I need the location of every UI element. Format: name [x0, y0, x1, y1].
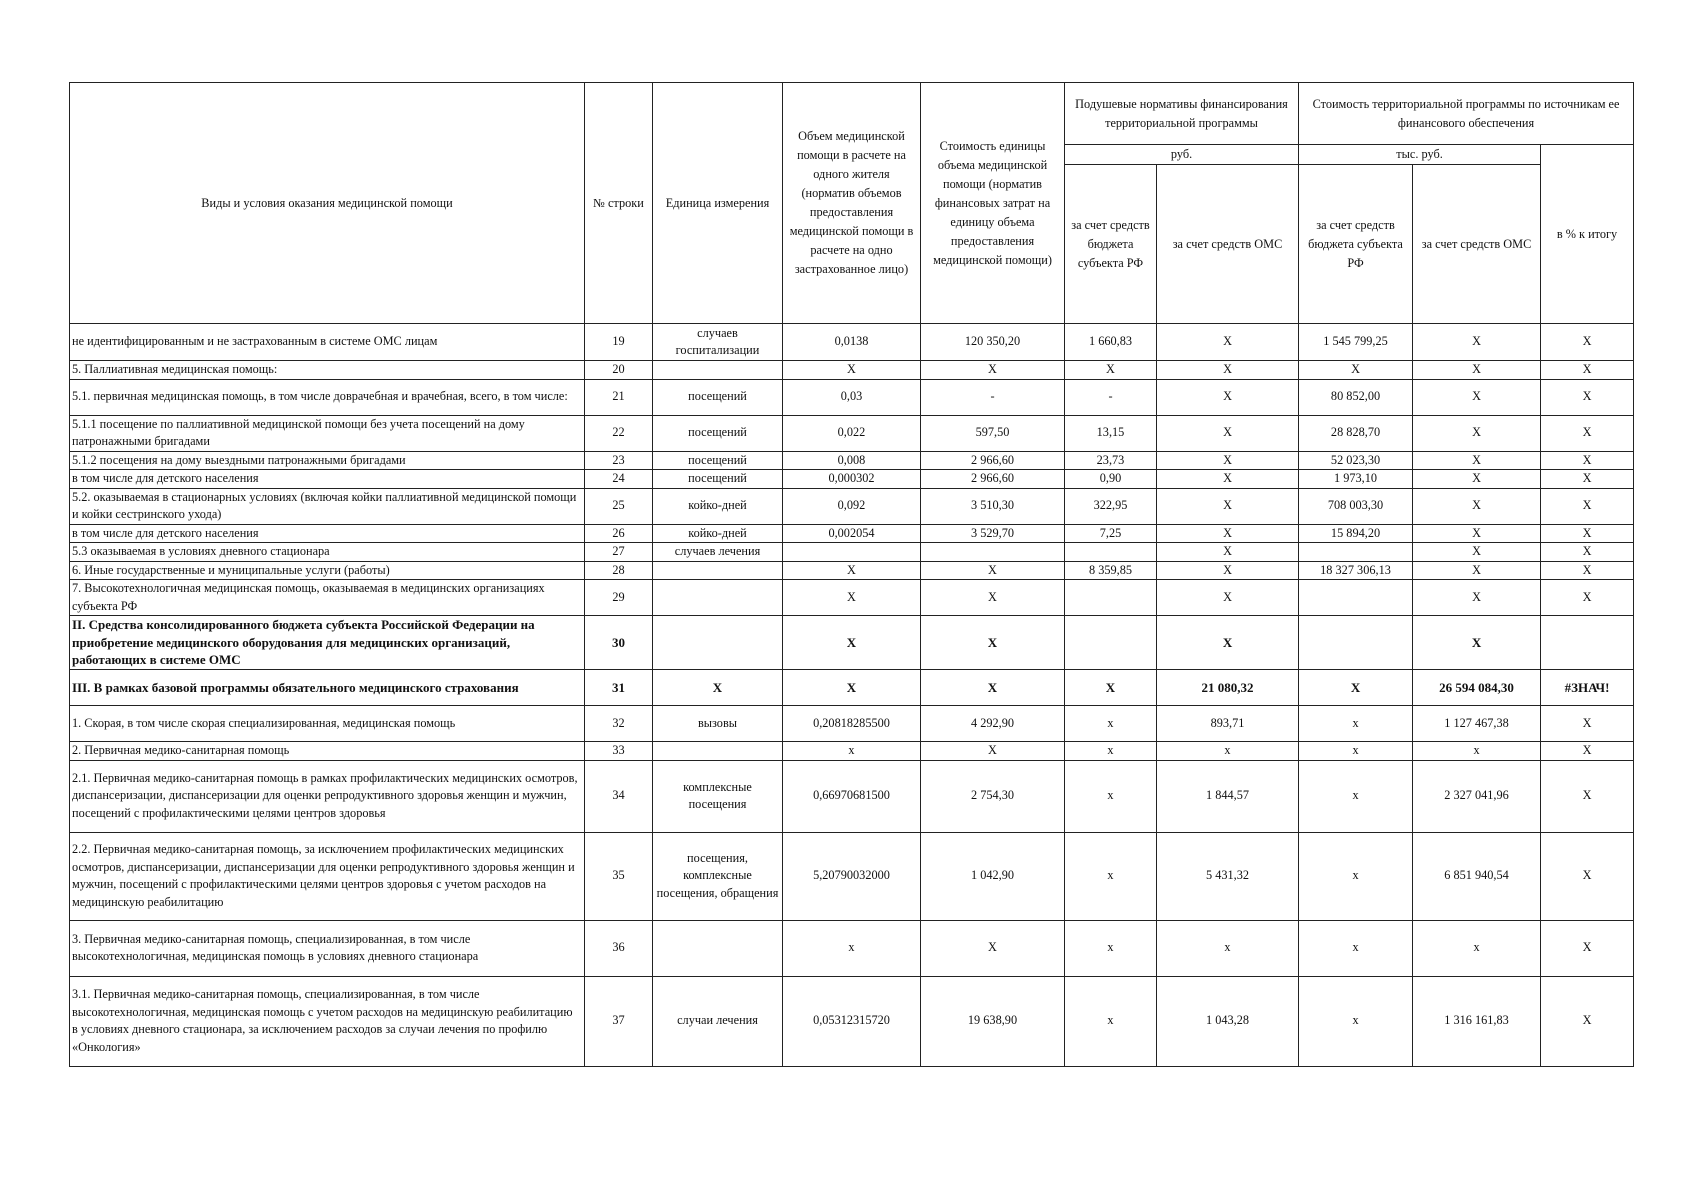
- row-number: 32: [585, 706, 653, 742]
- row-name: 2.2. Первичная медико-санитарная помощь, за исключением профилактических медицинских осмотров, диспансеризации, диспансеризации для оценки репродуктивного здоровья женщин и мужчин, посещений с профилактическими целями центров здоровья с учетом расходов на медицинскую реабилитацию: [70, 832, 585, 920]
- row-volume: 0,05312315720: [783, 976, 921, 1066]
- row-unit: посещений: [653, 470, 783, 489]
- row-unit-cost: -: [921, 379, 1065, 415]
- row-unit-cost: X: [921, 561, 1065, 580]
- row-cost-pct: X: [1541, 976, 1634, 1066]
- header-unit: Единица измерения: [653, 83, 783, 324]
- table-row: [70, 451, 1634, 470]
- row-volume: 0,022: [783, 415, 921, 451]
- header-cost: Стоимость единицы объема медицинской помощи (норматив финансовых затрат на единицу объема предоставления медицинской помощи): [921, 83, 1065, 324]
- row-cost-budget: x: [1299, 976, 1413, 1066]
- row-volume: x: [783, 742, 921, 761]
- row-number: 19: [585, 324, 653, 361]
- row-volume: 0,03: [783, 379, 921, 415]
- row-cost-pct: X: [1541, 832, 1634, 920]
- row-number: 34: [585, 760, 653, 832]
- row-name: 5. Паллиативная медицинская помощь:: [70, 361, 585, 380]
- program-cost-table: [69, 82, 1634, 1067]
- row-unit-cost: 1 042,90: [921, 832, 1065, 920]
- row-number: 28: [585, 561, 653, 580]
- row-norm-budget: x: [1065, 742, 1157, 761]
- row-unit: посещений: [653, 379, 783, 415]
- row-name: в том числе для детского населения: [70, 524, 585, 543]
- row-name: 7. Высокотехнологичная медицинская помощь, оказываемая в медицинских организациях субъекта РФ: [70, 580, 585, 616]
- row-cost-budget: 1 973,10: [1299, 470, 1413, 489]
- row-unit-cost: 2 966,60: [921, 451, 1065, 470]
- row-norm-budget: X: [1065, 361, 1157, 380]
- row-cost-oms: 1 127 467,38: [1413, 706, 1541, 742]
- row-norm-oms: X: [1157, 524, 1299, 543]
- row-name: 3. Первичная медико-санитарная помощь, специализированная, в том числе высокотехнологичная, медицинская помощь в условиях дневного стационара: [70, 920, 585, 976]
- row-volume: 0,66970681500: [783, 760, 921, 832]
- row-cost-oms: x: [1413, 742, 1541, 761]
- row-cost-oms: X: [1413, 379, 1541, 415]
- row-cost-budget: X: [1299, 670, 1413, 706]
- row-cost-budget: x: [1299, 760, 1413, 832]
- row-cost-pct: X: [1541, 361, 1634, 380]
- row-unit-cost: 597,50: [921, 415, 1065, 451]
- row-unit: [653, 561, 783, 580]
- row-name: II. Средства консолидированного бюджета субъекта Российской Федерации на приобретение медицинского оборудования для медицинских организаций, работающих в системе ОМС: [70, 616, 585, 670]
- row-cost-budget: [1299, 543, 1413, 562]
- row-unit-cost: 2 754,30: [921, 760, 1065, 832]
- row-norm-budget: [1065, 580, 1157, 616]
- row-cost-oms: X: [1413, 415, 1541, 451]
- row-cost-oms: X: [1413, 324, 1541, 361]
- row-cost-oms: X: [1413, 361, 1541, 380]
- row-unit: койко-дней: [653, 524, 783, 543]
- row-norm-budget: x: [1065, 832, 1157, 920]
- row-norm-budget: x: [1065, 920, 1157, 976]
- row-unit: комплексные посещения: [653, 760, 783, 832]
- row-cost-oms: X: [1413, 470, 1541, 489]
- row-number: 37: [585, 976, 653, 1066]
- row-volume: X: [783, 561, 921, 580]
- table-row: [70, 976, 1634, 1066]
- row-volume: 0,20818285500: [783, 706, 921, 742]
- row-unit-cost: 3 510,30: [921, 488, 1065, 524]
- row-name: 2.1. Первичная медико-санитарная помощь в рамках профилактических медицинских осмотров, диспансеризации, диспансеризации для оценки репродуктивного здоровья женщин и мужчин, посещений с профилактическими целями центров здоровья: [70, 760, 585, 832]
- header-cost-oms: за счет средств ОМС: [1413, 165, 1541, 324]
- row-unit-cost: X: [921, 580, 1065, 616]
- row-cost-budget: x: [1299, 742, 1413, 761]
- row-cost-pct: X: [1541, 580, 1634, 616]
- row-name: 2. Первичная медико-санитарная помощь: [70, 742, 585, 761]
- row-cost-pct: X: [1541, 451, 1634, 470]
- row-volume: [783, 543, 921, 562]
- row-norm-oms: 893,71: [1157, 706, 1299, 742]
- row-norm-oms: X: [1157, 488, 1299, 524]
- row-number: 35: [585, 832, 653, 920]
- row-norm-oms: 1 043,28: [1157, 976, 1299, 1066]
- row-cost-budget: x: [1299, 832, 1413, 920]
- row-unit-cost: X: [921, 742, 1065, 761]
- row-number: 24: [585, 470, 653, 489]
- row-volume: 0,092: [783, 488, 921, 524]
- row-cost-oms: 1 316 161,83: [1413, 976, 1541, 1066]
- row-norm-budget: 0,90: [1065, 470, 1157, 489]
- row-volume: 0,002054: [783, 524, 921, 543]
- row-cost-budget: x: [1299, 920, 1413, 976]
- row-unit-cost: 4 292,90: [921, 706, 1065, 742]
- row-unit: койко-дней: [653, 488, 783, 524]
- header-kind: Виды и условия оказания медицинской помощи: [70, 83, 585, 324]
- table-row: [70, 616, 1634, 670]
- row-norm-budget: [1065, 543, 1157, 562]
- header-row-no: № строки: [585, 83, 653, 324]
- row-cost-oms: X: [1413, 524, 1541, 543]
- table-row: [70, 470, 1634, 489]
- row-number: 27: [585, 543, 653, 562]
- row-cost-pct: X: [1541, 470, 1634, 489]
- row-norm-oms: 5 431,32: [1157, 832, 1299, 920]
- row-number: 36: [585, 920, 653, 976]
- row-cost-budget: 15 894,20: [1299, 524, 1413, 543]
- row-cost-budget: 1 545 799,25: [1299, 324, 1413, 361]
- row-name: 5.1. первичная медицинская помощь, в том числе доврачебная и врачебная, всего, в том числе:: [70, 379, 585, 415]
- row-unit-cost: 3 529,70: [921, 524, 1065, 543]
- row-name: в том числе для детского населения: [70, 470, 585, 489]
- row-cost-pct: X: [1541, 415, 1634, 451]
- row-number: 20: [585, 361, 653, 380]
- row-unit-cost: 2 966,60: [921, 470, 1065, 489]
- row-norm-budget: x: [1065, 706, 1157, 742]
- row-norm-budget: 13,15: [1065, 415, 1157, 451]
- row-name: 5.1.2 посещения на дому выездными патронажными бригадами: [70, 451, 585, 470]
- row-cost-budget: 52 023,30: [1299, 451, 1413, 470]
- row-unit: [653, 742, 783, 761]
- row-volume: X: [783, 616, 921, 670]
- row-cost-budget: 708 003,30: [1299, 488, 1413, 524]
- row-cost-pct: X: [1541, 742, 1634, 761]
- row-cost-pct: X: [1541, 561, 1634, 580]
- document-page: [69, 82, 1633, 1067]
- table-row: [70, 920, 1634, 976]
- row-norm-oms: X: [1157, 470, 1299, 489]
- row-name: 5.3 оказываемая в условиях дневного стационара: [70, 543, 585, 562]
- row-unit: посещения, комплексные посещения, обращения: [653, 832, 783, 920]
- table-header: [70, 83, 1634, 324]
- row-unit-cost: X: [921, 920, 1065, 976]
- row-volume: 0,000302: [783, 470, 921, 489]
- table-row: [70, 832, 1634, 920]
- row-norm-oms: X: [1157, 580, 1299, 616]
- row-norm-budget: 8 359,85: [1065, 561, 1157, 580]
- table-row: [70, 760, 1634, 832]
- row-cost-budget: [1299, 580, 1413, 616]
- row-norm-budget: x: [1065, 760, 1157, 832]
- row-cost-pct: X: [1541, 920, 1634, 976]
- row-volume: X: [783, 670, 921, 706]
- table-row: [70, 543, 1634, 562]
- header-norm-budget: за счет средств бюджета субъекта РФ: [1065, 165, 1157, 324]
- row-norm-budget: x: [1065, 976, 1157, 1066]
- row-cost-oms: 6 851 940,54: [1413, 832, 1541, 920]
- row-norm-oms: X: [1157, 361, 1299, 380]
- row-cost-oms: X: [1413, 616, 1541, 670]
- row-unit-cost: X: [921, 670, 1065, 706]
- table-row: [70, 488, 1634, 524]
- row-number: 33: [585, 742, 653, 761]
- row-cost-pct: #ЗНАЧ!: [1541, 670, 1634, 706]
- row-number: 25: [585, 488, 653, 524]
- row-cost-oms: X: [1413, 580, 1541, 616]
- row-norm-budget: X: [1065, 670, 1157, 706]
- row-cost-pct: X: [1541, 379, 1634, 415]
- row-norm-budget: -: [1065, 379, 1157, 415]
- row-name: III. В рамках базовой программы обязательного медицинского страхования: [70, 670, 585, 706]
- header-norm-oms: за счет средств ОМС: [1157, 165, 1299, 324]
- table-body: [70, 324, 1634, 1067]
- row-cost-oms: X: [1413, 543, 1541, 562]
- row-cost-budget: 28 828,70: [1299, 415, 1413, 451]
- table-row: [70, 742, 1634, 761]
- row-cost-pct: X: [1541, 324, 1634, 361]
- row-norm-oms: X: [1157, 561, 1299, 580]
- row-norm-budget: 322,95: [1065, 488, 1157, 524]
- table-row: [70, 524, 1634, 543]
- row-number: 26: [585, 524, 653, 543]
- row-norm-oms: x: [1157, 920, 1299, 976]
- row-cost-oms: 26 594 084,30: [1413, 670, 1541, 706]
- header-cost-pct: в % к итогу: [1541, 145, 1634, 324]
- row-cost-oms: x: [1413, 920, 1541, 976]
- row-name: 6. Иные государственные и муниципальные услуги (работы): [70, 561, 585, 580]
- row-name: не идентифицированным и не застрахованным в системе ОМС лицам: [70, 324, 585, 361]
- row-unit: [653, 920, 783, 976]
- row-unit: случаи лечения: [653, 976, 783, 1066]
- table-row: [70, 561, 1634, 580]
- row-volume: 0,0138: [783, 324, 921, 361]
- row-cost-oms: X: [1413, 451, 1541, 470]
- row-unit-cost: [921, 543, 1065, 562]
- row-volume: x: [783, 920, 921, 976]
- row-cost-oms: X: [1413, 488, 1541, 524]
- row-norm-oms: 21 080,32: [1157, 670, 1299, 706]
- row-unit: посещений: [653, 415, 783, 451]
- row-number: 23: [585, 451, 653, 470]
- row-norm-oms: X: [1157, 415, 1299, 451]
- row-cost-budget: 80 852,00: [1299, 379, 1413, 415]
- row-cost-pct: X: [1541, 524, 1634, 543]
- row-norm-oms: 1 844,57: [1157, 760, 1299, 832]
- row-number: 30: [585, 616, 653, 670]
- row-norm-oms: X: [1157, 543, 1299, 562]
- row-cost-pct: X: [1541, 760, 1634, 832]
- row-norm-oms: X: [1157, 324, 1299, 361]
- row-volume: 5,20790032000: [783, 832, 921, 920]
- row-name: 5.1.1 посещение по паллиативной медицинской помощи без учета посещений на дому патронажными бригадами: [70, 415, 585, 451]
- header-volume: Объем медицинской помощи в расчете на одного жителя (норматив объемов предоставления медицинской помощи в расчете на одно застрахованное лицо): [783, 83, 921, 324]
- row-norm-budget: [1065, 616, 1157, 670]
- header-cost-group: Стоимость территориальной программы по источникам ее финансового обеспечения: [1299, 83, 1634, 145]
- row-cost-oms: 2 327 041,96: [1413, 760, 1541, 832]
- table-row: [70, 580, 1634, 616]
- row-unit: [653, 580, 783, 616]
- row-norm-oms: X: [1157, 379, 1299, 415]
- row-norm-oms: X: [1157, 616, 1299, 670]
- row-norm-oms: X: [1157, 451, 1299, 470]
- table-row: [70, 670, 1634, 706]
- row-volume: X: [783, 580, 921, 616]
- row-number: 21: [585, 379, 653, 415]
- table-row: [70, 706, 1634, 742]
- row-cost-pct: X: [1541, 488, 1634, 524]
- row-number: 31: [585, 670, 653, 706]
- row-unit: X: [653, 670, 783, 706]
- row-cost-budget: [1299, 616, 1413, 670]
- row-cost-budget: X: [1299, 361, 1413, 380]
- row-name: 5.2. оказываемая в стационарных условиях (включая койки паллиативной медицинской помощи и койки сестринского ухода): [70, 488, 585, 524]
- table-row: [70, 324, 1634, 361]
- header-cost-unit: тыс. руб.: [1299, 145, 1541, 165]
- row-cost-budget: x: [1299, 706, 1413, 742]
- table-row: [70, 379, 1634, 415]
- row-cost-pct: X: [1541, 706, 1634, 742]
- table-row: [70, 361, 1634, 380]
- row-unit-cost: 120 350,20: [921, 324, 1065, 361]
- row-norm-budget: 23,73: [1065, 451, 1157, 470]
- row-cost-budget: 18 327 306,13: [1299, 561, 1413, 580]
- header-cost-budget: за счет средств бюджета субъекта РФ: [1299, 165, 1413, 324]
- row-name: 3.1. Первичная медико-санитарная помощь, специализированная, в том числе высокотехнологичная, медицинская помощь с учетом расходов на медицинскую реабилитацию в условиях дневного стационара, за исключением расходов за случаи лечения по профилю «Онкология»: [70, 976, 585, 1066]
- row-norm-budget: 1 660,83: [1065, 324, 1157, 361]
- header-norms-unit: руб.: [1065, 145, 1299, 165]
- row-number: 29: [585, 580, 653, 616]
- table-row: [70, 415, 1634, 451]
- row-cost-oms: X: [1413, 561, 1541, 580]
- row-unit: случаев лечения: [653, 543, 783, 562]
- row-unit: [653, 616, 783, 670]
- row-unit-cost: X: [921, 616, 1065, 670]
- row-volume: 0,008: [783, 451, 921, 470]
- row-unit-cost: X: [921, 361, 1065, 380]
- row-norm-oms: x: [1157, 742, 1299, 761]
- row-number: 22: [585, 415, 653, 451]
- row-volume: X: [783, 361, 921, 380]
- header-norms-group: Подушевые нормативы финансирования территориальной программы: [1065, 83, 1299, 145]
- row-unit: [653, 361, 783, 380]
- row-unit-cost: 19 638,90: [921, 976, 1065, 1066]
- row-norm-budget: 7,25: [1065, 524, 1157, 543]
- row-unit: посещений: [653, 451, 783, 470]
- row-unit: случаев госпитализации: [653, 324, 783, 361]
- row-cost-pct: [1541, 616, 1634, 670]
- row-name: 1. Скорая, в том числе скорая специализированная, медицинская помощь: [70, 706, 585, 742]
- row-cost-pct: X: [1541, 543, 1634, 562]
- row-unit: вызовы: [653, 706, 783, 742]
